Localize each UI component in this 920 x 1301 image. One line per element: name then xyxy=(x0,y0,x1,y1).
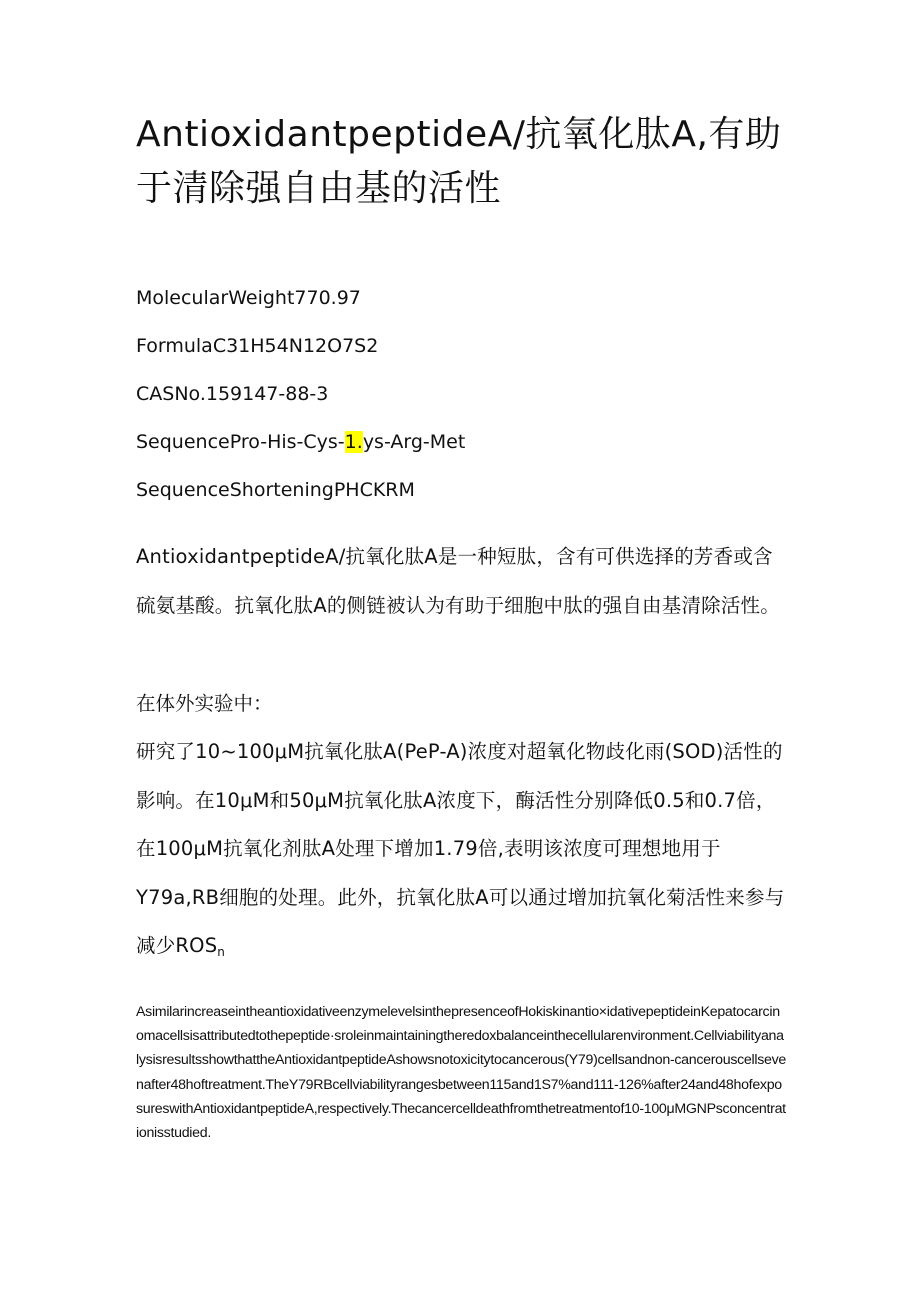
sequence xyxy=(136,430,465,454)
intro-paragraph: AntioxidantpeptideA/抗氧化肽A是一种短肽，含有可供选择的芳香或含硫氨基酸。抗氧化肽A的侧链被认为有助于细胞中肽的强自由基清除活性。 xyxy=(136,545,780,617)
sequence-prefix: SequencePro-His-Cys- xyxy=(136,431,345,453)
page-title: AntioxidantpeptideA/抗氧化肽A,有助于清除强自由基的活性 xyxy=(136,114,782,209)
molecular-weight: MolecularWeight770.97 xyxy=(136,287,361,309)
sequence-highlight: 1. xyxy=(344,431,363,453)
invitro-text: 研究了10~100μM抗氧化肽A(PeP-A)浓度对超氧化物歧化雨(SOD)活性的影响。在10μM和50μM抗氧化肽A浓度下，酶活性分别降低0.5和0.7倍，在100μM抗氧化剂肽A处理下增加1.79倍,表明该浓度可理想地用于Y79a,RB细胞的处理。此外，抗氧化肽A可以通过增加抗氧化菊活性来参与减少ROS xyxy=(136,740,785,957)
sequence-shortening: SequenceShorteningPHCKRM xyxy=(136,479,415,501)
cas-number: CASNo.159147-88-3 xyxy=(136,383,329,405)
formula: FormulaC31H54N12O7S2 xyxy=(136,335,379,357)
english-paragraph: AsimilarincreaseintheantioxidativeenzymelevelsinthepresenceofHokiskinantio×idativepeptideinKepatocarcinomacellsisattributedtothepeptide·sroleinmaintainingtheredoxbalanceinthecellularenvironment.CellviabilityanalysisresultsshowthattheAntioxidantpeptideAshowsnotoxicitytocancerous(Y79)cellsandnon-cancerouscellsevenafter48hoftreatment.TheY79RBcellviabilityrangesbetween115and1S7%and111-126%after24and48hofexposureswithAntioxidantpeptideA,respectively.Thecancercelldeathfromthetreatmentof10-100μMGNPsconcentrationisstudied. xyxy=(136,1004,786,1142)
invitro-heading: 在体外实验中： xyxy=(136,692,273,715)
invitro-paragraph xyxy=(136,728,786,977)
invitro-subscript: n xyxy=(217,945,226,959)
sequence-suffix: ys-Arg-Met xyxy=(362,431,466,453)
